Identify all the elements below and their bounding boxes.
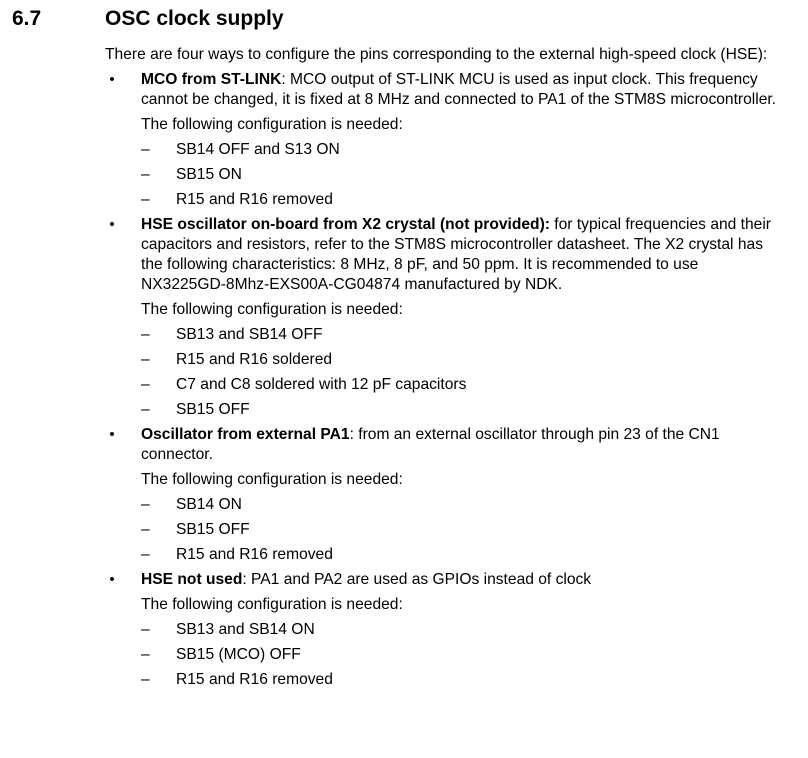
- config-text: SB14 OFF and S13 ON: [176, 141, 340, 158]
- bullet-icon: •: [109, 426, 115, 443]
- dash-icon: –: [141, 646, 150, 663]
- config-text: SB14 ON: [176, 496, 242, 513]
- item-heading: MCO from ST-LINK: [141, 71, 282, 88]
- config-text: SB13 and SB14 OFF: [176, 326, 323, 343]
- config-intro: The following configuration is needed:: [141, 471, 403, 488]
- dash-icon: –: [141, 166, 150, 183]
- dash-icon: –: [141, 401, 150, 418]
- dash-icon: –: [141, 326, 150, 343]
- config-text: R15 and R16 removed: [176, 191, 333, 208]
- bullet-icon: •: [109, 71, 115, 88]
- config-item: [141, 375, 785, 395]
- config-item: [141, 545, 785, 565]
- item-text: for typical frequencies and their capacitors and resistors, refer to the STM8S microcontroller datasheet. The X2 crystal has the following characteristics: 8 MHz, 8 pF, and 50 ppm. It is recommended to use NX3225GD-8Mhz-EXS00A-CG04874 manufactured by NDK.: [141, 216, 771, 293]
- config-text: SB15 OFF: [176, 401, 250, 418]
- config-text: SB15 OFF: [176, 521, 250, 538]
- config-text: R15 and R16 soldered: [176, 351, 333, 368]
- bullet-icon: •: [109, 216, 115, 233]
- section-intro: There are four ways to configure the pins corresponding to the external high-speed clock (HSE):: [105, 46, 768, 63]
- config-text: SB15 ON: [176, 166, 242, 183]
- dash-icon: –: [141, 621, 150, 638]
- item-description: [141, 570, 785, 590]
- item-text: : PA1 and PA2 are used as GPIOs instead of clock: [242, 571, 592, 588]
- item-heading: HSE oscillator on-board from X2 crystal (not provided):: [141, 216, 550, 233]
- config-item: [141, 165, 785, 185]
- list-item-hse-oscillator-on-board: [105, 215, 785, 420]
- item-text: : from an external oscillator through pin 23 of the CN1 connector.: [141, 426, 720, 463]
- config-text: R15 and R16 removed: [176, 546, 333, 563]
- dash-icon: –: [141, 191, 150, 208]
- config-item: [141, 620, 785, 640]
- config-intro: The following configuration is needed:: [141, 116, 403, 133]
- config-text: SB13 and SB14 ON: [176, 621, 315, 638]
- config-item: [141, 190, 785, 210]
- item-text: : MCO output of ST-LINK MCU is used as input clock. This frequency cannot be changed, it is fixed at 8 MHz and connected to PA1 of the STM8S microcontroller.: [141, 71, 777, 108]
- config-item: [141, 140, 785, 160]
- item-description: [141, 425, 785, 465]
- config-item: [141, 520, 785, 540]
- list-item-hse-not-used: [105, 570, 785, 690]
- config-item: [141, 400, 785, 420]
- item-heading: HSE not used: [141, 571, 243, 588]
- item-description: [141, 215, 785, 295]
- dash-icon: –: [141, 546, 150, 563]
- list-item-oscillator-from-external-pa1: [105, 425, 785, 565]
- dash-icon: –: [141, 671, 150, 688]
- config-text: C7 and C8 soldered with 12 pF capacitors: [176, 376, 467, 393]
- section-title: OSC clock supply: [105, 7, 284, 30]
- list-item-mco-from-st-link: [105, 70, 785, 210]
- config-text: SB15 (MCO) OFF: [176, 646, 301, 663]
- dash-icon: –: [141, 521, 150, 538]
- dash-icon: –: [141, 376, 150, 393]
- config-item: [141, 350, 785, 370]
- config-intro: The following configuration is needed:: [141, 301, 403, 318]
- config-item: [141, 325, 785, 345]
- section-body: [105, 45, 785, 695]
- config-item: [141, 645, 785, 665]
- bullet-icon: •: [109, 571, 115, 588]
- section-number: 6.7: [12, 7, 42, 30]
- config-intro: The following configuration is needed:: [141, 596, 403, 613]
- dash-icon: –: [141, 351, 150, 368]
- item-heading: Oscillator from external PA1: [141, 426, 350, 443]
- dash-icon: –: [141, 141, 150, 158]
- item-description: [141, 70, 785, 110]
- config-item: [141, 670, 785, 690]
- config-text: R15 and R16 removed: [176, 671, 333, 688]
- config-item: [141, 495, 785, 515]
- dash-icon: –: [141, 496, 150, 513]
